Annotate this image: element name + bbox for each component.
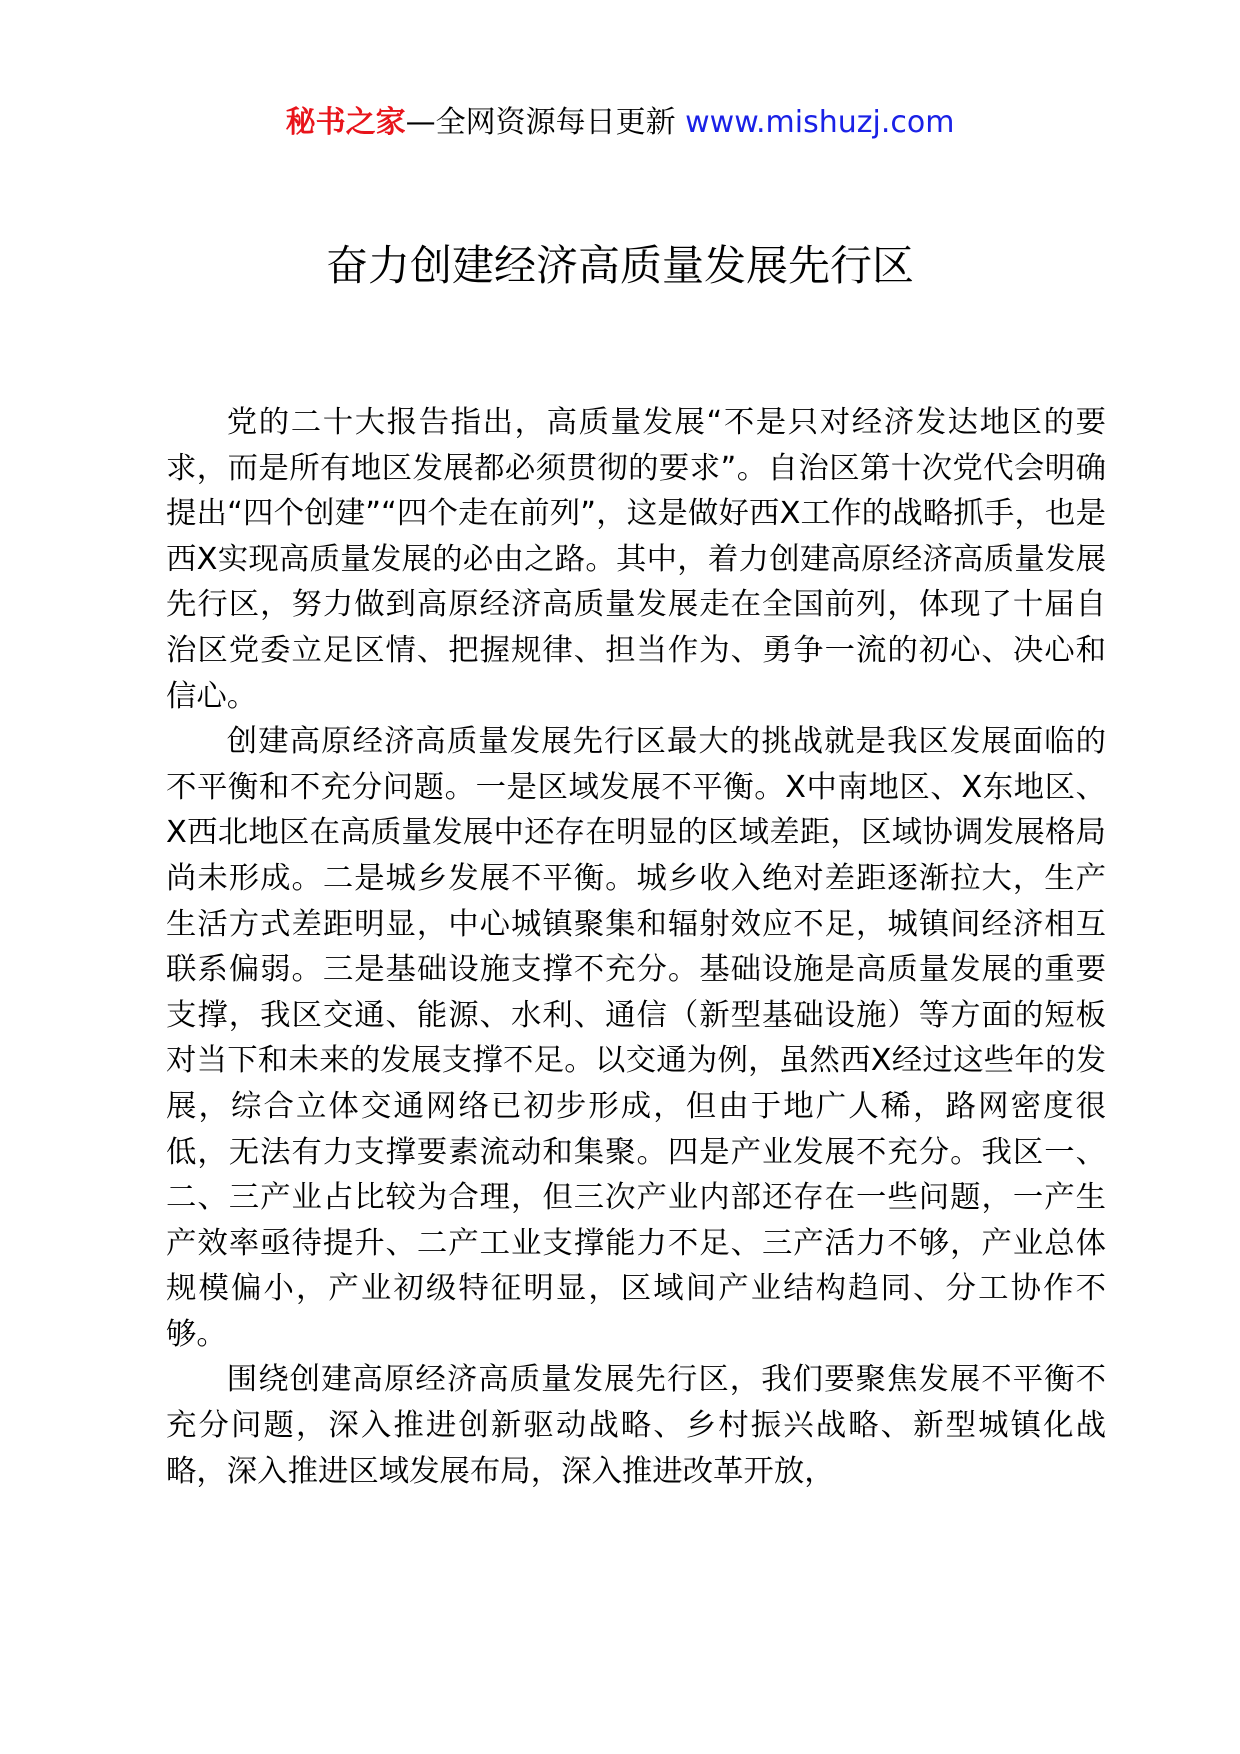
document-title: 奋力创建经济高质量发展先行区 <box>325 241 914 290</box>
paragraph-3: 围绕创建高原经济高质量发展先行区，我们要聚焦发展不平衡不充分问题，深入推进创新驱动战略、乡村振兴战略、新型城镇化战略，深入推进区域发展布局，深入推进改革开放， <box>166 1362 1106 1489</box>
site-header <box>0 100 1240 146</box>
site-slogan: —全网资源每日更新 <box>405 105 676 140</box>
paragraph-2: 创建高原经济高质量发展先行区最大的挑战就是我区发展面临的不平衡和不充分问题。一是区域发展不平衡。X中南地区、X东地区、X西北地区在高质量发展中还存在明显的区域差距，区域协调发展格局尚未形成。二是城乡发展不平衡。城乡收入绝对差距逐渐拉大，生产生活方式差距明显，中心城镇聚集和辐射效应不足，城镇间经济相互联系偏弱。三是基础设施支撑不充分。基础设施是高质量发展的重要支撑，我区交通、能源、水利、通信（新型基础设施）等方面的短板对当下和未来的发展支撑不足。以交通为例，虽然西X经过这些年的发展，综合立体交通网络已初步形成，但由于地广人稀，路网密度很低，无法有力支撑要素流动和集聚。四是产业发展不充分。我区一、二、三产业占比较为合理，但三次产业内部还存在一些问题，一产生产效率亟待提升、二产工业支撑能力不足、三产活力不够，产业总体规模偏小，产业初级特征明显，区域间产业结构趋同、分工协作不够。 <box>166 724 1106 1352</box>
paragraph-1: 党的二十大报告指出，高质量发展“不是只对经济发达地区的要求，而是所有地区发展都必须贯彻的要求”。自治区第十次党代会明确提出“四个创建”“四个走在前列”，这是做好西X工作的战略抓手，也是西X实现高质量发展的必由之路。其中，着力创建高原经济高质量发展先行区，努力做到高原经济高质量发展走在全国前列，体现了十届自治区党委立足区情、把握规律、担当作为、勇争一流的初心、决心和信心。 <box>166 405 1106 714</box>
site-brand: 秘书之家 <box>285 105 406 140</box>
site-url-link[interactable]: www.mishuzj.com <box>685 105 955 140</box>
document-body <box>166 400 1106 1494</box>
